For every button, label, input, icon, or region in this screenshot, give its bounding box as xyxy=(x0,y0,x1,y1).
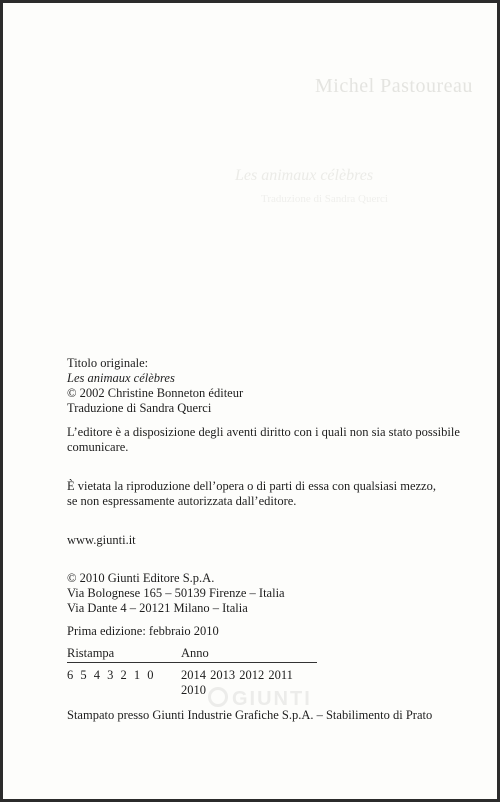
show-through-logo-text: GIUNTI xyxy=(232,688,312,710)
ristampa-label: Ristampa xyxy=(67,646,115,660)
original-title-block xyxy=(67,356,243,416)
reproduction-notice xyxy=(67,479,436,509)
printer-line: Stampato presso Giunti Industrie Grafiche S.p.A. – Stabilimento di Prato xyxy=(67,708,433,722)
show-through-subtitle: Traduzione di Sandra Querci xyxy=(261,193,388,205)
publisher-copyright: © 2010 Giunti Editore S.p.A. xyxy=(67,571,215,585)
show-through-title: Les animaux célèbres xyxy=(235,167,374,184)
reprint-divider xyxy=(67,662,317,663)
publisher-block xyxy=(67,571,285,616)
original-title: Les animaux célèbres xyxy=(67,371,175,385)
original-copyright: © 2002 Christine Bonneton éditeur xyxy=(67,386,244,400)
publisher-address-firenze: Via Bolognese 165 – 50139 Firenze – Italia xyxy=(67,586,285,600)
rights-notice-line: comunicare. xyxy=(67,440,129,454)
colophon-page xyxy=(3,3,497,799)
anno-label: Anno xyxy=(181,646,209,660)
reproduction-notice-line: se non espressamente autorizzata dall’editore. xyxy=(67,494,297,508)
translation-credit: Traduzione di Sandra Querci xyxy=(67,401,212,415)
reprint-years: 2014 2013 2012 2011 2010 xyxy=(181,668,293,697)
rights-notice-line: L’editore è a disposizione degli aventi diritto con i quali non sia stato possibile xyxy=(67,425,460,439)
reproduction-notice-line: È vietata la riproduzione dell’opera o di parti di essa con qualsiasi mezzo, xyxy=(67,479,436,493)
website: www.giunti.it xyxy=(67,533,136,547)
rights-notice xyxy=(67,425,460,455)
reprint-table xyxy=(67,646,317,697)
reprint-numbers: 6 5 4 3 2 1 0 xyxy=(67,668,154,682)
publisher-address-milano: Via Dante 4 – 20121 Milano – Italia xyxy=(67,601,248,615)
edition-line: Prima edizione: febbraio 2010 xyxy=(67,624,219,638)
show-through-author: Michel Pastoureau xyxy=(315,75,473,97)
original-title-label: Titolo originale: xyxy=(67,356,149,370)
